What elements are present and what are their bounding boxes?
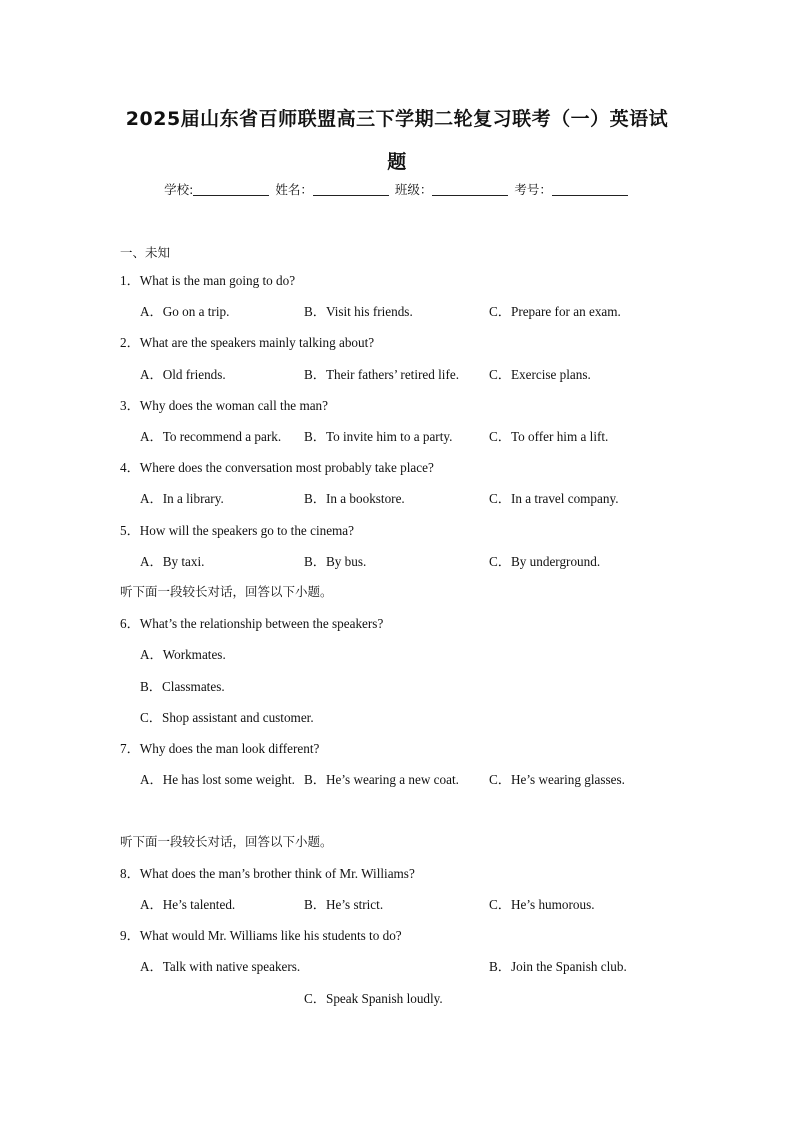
question-7-stem: 7．Why does the man look different? bbox=[120, 741, 320, 756]
question-1-stem: 1．What is the man going to do? bbox=[120, 273, 296, 288]
long-dialogue-instruction-1: 听下面一段较长对话，回答以下小题。 bbox=[120, 584, 333, 599]
question-2-option-c[interactable]: C．Exercise plans. bbox=[489, 367, 591, 382]
question-9-option-c[interactable]: C．Speak Spanish loudly. bbox=[304, 991, 443, 1006]
question-4-option-a[interactable]: A．In a library. bbox=[140, 491, 224, 506]
question-5-stem: 5．How will the speakers go to the cinema? bbox=[120, 523, 355, 538]
question-9-option-a[interactable]: A．Talk with native speakers. bbox=[140, 959, 301, 974]
class-label: 班级： bbox=[394, 182, 433, 197]
question-3-option-c[interactable]: C．To offer him a lift. bbox=[489, 429, 609, 444]
document-title: 2025届山东省百师联盟高三下学期二轮复习联考（一）英语试 bbox=[125, 108, 669, 130]
question-7-option-c[interactable]: C．He’s wearing glasses. bbox=[489, 772, 625, 787]
question-1-option-b[interactable]: B．Visit his friends. bbox=[304, 304, 413, 319]
id-blank[interactable] bbox=[552, 182, 628, 196]
id-label: 考号： bbox=[514, 182, 552, 197]
question-6-stem: 6．What’s the relationship between the speakers? bbox=[120, 616, 384, 631]
question-1-option-a[interactable]: A．Go on a trip. bbox=[140, 304, 230, 319]
question-5-option-a[interactable]: A．By taxi. bbox=[140, 554, 205, 569]
question-6-option-a[interactable]: A．Workmates. bbox=[140, 647, 226, 662]
school-blank[interactable] bbox=[193, 182, 269, 196]
question-1-option-c[interactable]: C．Prepare for an exam. bbox=[489, 304, 621, 319]
document-title-continued: 题 bbox=[387, 151, 407, 173]
section-heading: 一、未知 bbox=[120, 245, 171, 260]
question-6-option-b[interactable]: B．Classmates. bbox=[140, 679, 225, 694]
question-8-stem: 8．What does the man’s brother think of Mr. Williams? bbox=[120, 866, 415, 881]
question-5-option-b[interactable]: B．By bus. bbox=[304, 554, 367, 569]
question-6-option-c[interactable]: C．Shop assistant and customer. bbox=[140, 710, 314, 725]
question-2-stem: 2．What are the speakers mainly talking about? bbox=[120, 335, 375, 350]
question-8-option-a[interactable]: A．He’s talented. bbox=[140, 897, 236, 912]
long-dialogue-instruction-2: 听下面一段较长对话，回答以下小题。 bbox=[120, 834, 333, 849]
question-7-option-a[interactable]: A．He has lost some weight. bbox=[140, 772, 295, 787]
question-4-option-c[interactable]: C．In a travel company. bbox=[489, 491, 619, 506]
question-3-option-a[interactable]: A．To recommend a park. bbox=[140, 429, 282, 444]
name-label: 姓名： bbox=[275, 182, 313, 197]
school-label: 学校: bbox=[164, 182, 194, 197]
question-3-option-b[interactable]: B．To invite him to a party. bbox=[304, 429, 453, 444]
question-3-stem: 3．Why does the woman call the man? bbox=[120, 398, 329, 413]
question-4-option-b[interactable]: B．In a bookstore. bbox=[304, 491, 405, 506]
student-info-row bbox=[0, 180, 794, 198]
question-9-option-b[interactable]: B．Join the Spanish club. bbox=[489, 959, 627, 974]
question-2-option-a[interactable]: A．Old friends. bbox=[140, 367, 226, 382]
question-8-option-b[interactable]: B．He’s strict. bbox=[304, 897, 384, 912]
question-2-option-b[interactable]: B．Their fathers’ retired life. bbox=[304, 367, 460, 382]
class-blank[interactable] bbox=[432, 182, 508, 196]
question-5-option-c[interactable]: C．By underground. bbox=[489, 554, 601, 569]
question-8-option-c[interactable]: C．He’s humorous. bbox=[489, 897, 595, 912]
name-blank[interactable] bbox=[313, 182, 389, 196]
question-4-stem: 4．Where does the conversation most probably take place? bbox=[120, 460, 434, 475]
question-7-option-b[interactable]: B．He’s wearing a new coat. bbox=[304, 772, 459, 787]
question-9-stem: 9．What would Mr. Williams like his students to do? bbox=[120, 928, 402, 943]
